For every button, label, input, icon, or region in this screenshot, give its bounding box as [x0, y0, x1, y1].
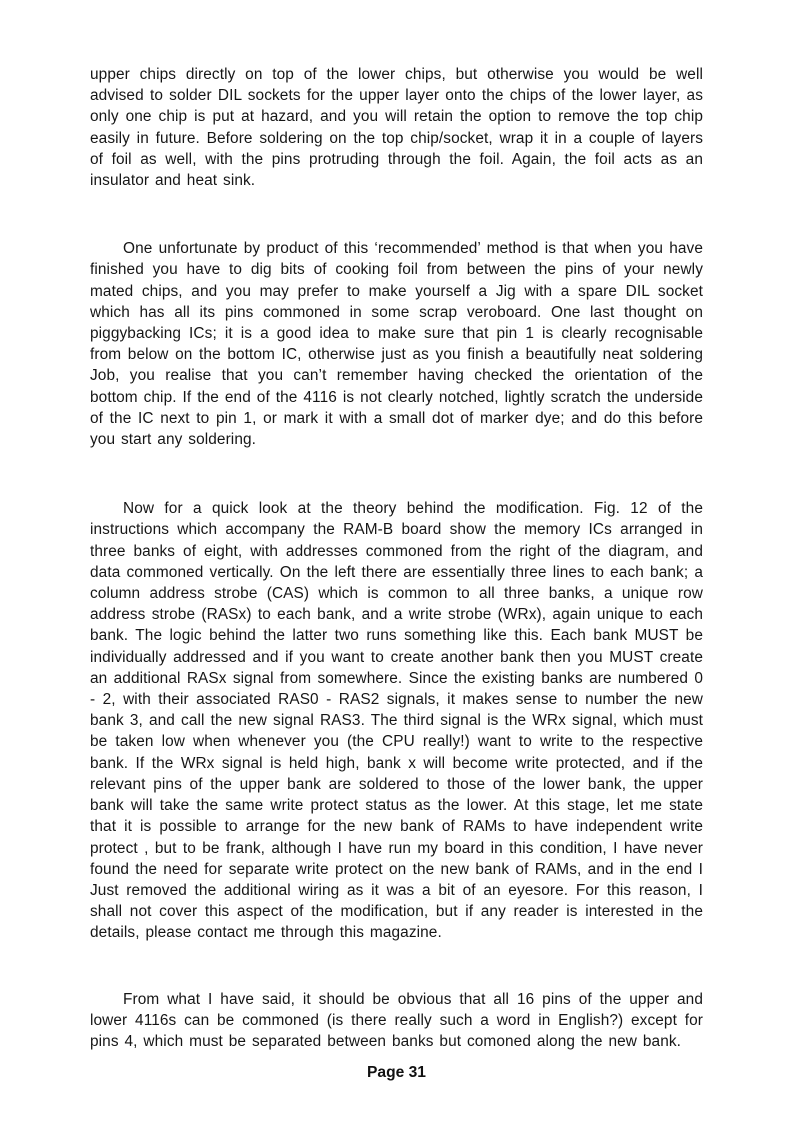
paragraph-commoning-pins: From what I have said, it should be obvious that all 16 pins of the upper and lower 4116s can be commoned (is there really such a word in English?) except for pins 4, which must be separated between banks but comoned along the new bank.: [90, 990, 703, 1050]
page-number: Page 31: [367, 1064, 426, 1082]
paragraph-continuation: upper chips directly on top of the lower chips, but otherwise you would be well advised to solder DIL sockets for the upper layer onto the chips of the lower layer, as only one chip is put at hazard, and you will retain the option to remove the top chip easily in future. Before soldering on the top chip/socket, wrap it in a couple of layers of foil as well, with the pins protruding through the foil. Again, the foil acts as an insulator and heat sink.: [90, 66, 703, 190]
paragraph-theory-of-modification: Now for a quick look at the theory behind the modification. Fig. 12 of the instructions which accompany the RAM-B board show the memory ICs arranged in three banks of eight, with addresses commoned from the right of the diagram, and data commoned vertically. On the left there are essentially three lines to each bank; a column address strobe (CAS) which is common to all three banks, a unique row address strobe (RASx) to each bank, and a write strobe (WRx), again unique to each bank. The logic behind the latter two runs something like this. Each bank MUST be individually addressed and if you want to create another bank then you MUST create an additional RASx signal from somewhere. Since the existing banks are numbered 0 - 2, with their associated RAS0 - RAS2 signals, it makes sense to number the new bank 3, and call the new signal RAS3. The third signal is the WRx signal, which must be taken low when whenever you (the CPU really!) want to write to the respective bank. If the WRx signal is held high, bank x will become write protected, and if the relevant pins of the upper bank are soldered to those of the lower bank, the upper bank will take the same write protect status as the lower. At this stage, let me state that it is possible to arrange for the new bank of RAMs to have independent write protect , but to be frank, although I have run my board in this condition, I have never found the need for separate write protect on the new bank of RAMs, and in the end I Just removed the additional wiring as it was a bit of an eyesore. For this reason, I shall not cover this aspect of the modification, but if any reader is interested in the details, please contact me through this magazine.: [90, 500, 703, 942]
paragraph-piggybacking-tips: One unfortunate by product of this ‘recommended’ method is that when you have finished you have to dig bits of cooking foil from between the pins of your newly mated chips, and you may prefer to make yourself a Jig with a spare DIL socket which has all its pins commoned in some scrap veroboard. One last thought on piggybacking ICs; it is a good idea to make sure that pin 1 is clearly recognisable from below on the bottom IC, otherwise just as you finish a beautifully neat soldering Job, you realise that you can’t remember having checked the orientation of the bottom chip. If the end of the 4116 is not clearly notched, lightly scratch the underside of the IC next to pin 1, or mark it with a small dot of marker dye; and do this before you start any soldering.: [90, 240, 703, 449]
